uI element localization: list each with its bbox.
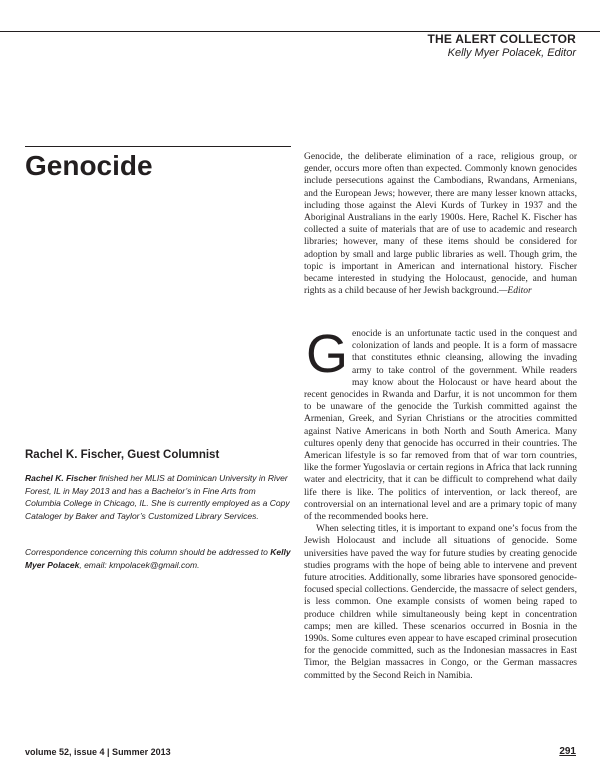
issue-footer: volume 52, issue 4 | Summer 2013 <box>25 747 171 757</box>
correspondence-name: Kelly Myer Polacek <box>25 547 291 570</box>
paragraph-1-text: enocide is an unfortunate tactic used in the conquest and colonization of lands and people. It is a form of massacre that constitutes ethnic cleansing, allowing the invading army to take control of the government. While readers may know about the Holocaust or have heard about the recent genocides in Rwanda and Darfur, it is not uncommon for them to be unaware of the genocide the Turkish committed against the Armenian, Greek, and Syrian Christians or the atrocities committed against Native Americans in both North and South America. Many cultures openly deny that genocide has occurred in their countries. The American lifestyle is so far removed from that of war torn countries, like the former Yugoslavia or certain regions in Africa that lack running water and electricity, that it can be difficult to comprehend what daily life there is like. The politics of intervention, or lack thereof, are controversial on an international level and are a primary topic of many of the recommended books here. <box>304 329 577 523</box>
author-byline: Rachel K. Fischer, Guest Columnist <box>25 449 220 461</box>
correspondence-email: , email: kmpolacek@gmail.com. <box>79 559 200 570</box>
correspondence-text: Correspondence concerning this column should be addressed to <box>25 547 271 557</box>
column-editor: Kelly Myer Polacek, Editor <box>447 47 576 59</box>
article-title: Genocide <box>25 150 153 181</box>
bio-name: Rachel K. Fischer <box>25 473 97 483</box>
body-paragraph-2: When selecting titles, it is important to expand one’s focus from the Jewish Holocaust and include all situations of genocide. Some universities have paved the way for future studies by creating genocide studies programs with the hope of being able to intervene and prevent future atrocities. Additionally, some libraries have sponsored genocide-focused special collections. Gendercide, the massacre of select genders, is less common. One example consists of women being raped to produce children while simultaneously being kept in concentration camps; men are killed. These scenarios occurred in Bosnia in the 1990s. Some cultures even appear to have escaped criminal prosecution for the genocide committed, such as the Indonesian massacres in East Timor, the Belgian massacres in Congo, or the German massacres committed by the Second Reich in Namibia. <box>304 524 577 681</box>
page-number: 291 <box>559 746 576 757</box>
editor-intro <box>304 151 577 297</box>
intro-text: Genocide, the deliberate elimination of a race, religious group, or gender, occurs more often than expected. Commonly known genocides include persecutions against the Cambodians, Rwandans, Armenians, and the European Jews; however, there are many lesser known attacks, including those against the Alevi Kurds of Turkey in 1937 and the Aboriginal Australians in the early 1900s. Here, Rachel K. Fischer has collected a suite of materials that are of use to academic and research libraries; however, many of these items should be considered for adoption by small and large public libraries as well. Though grim, the topic is important in American and international history. Fischer became interested in studying the Holocaust, genocide, and human rights as a child because of her Jewish background. <box>304 152 577 297</box>
intro-signature: —Editor <box>498 286 532 297</box>
column-title: THE ALERT COLLECTOR <box>427 32 576 46</box>
bio-text: finished her MLIS at Dominican University in River Forest, IL in May 2013 and has a Bachelor’s in Fine Arts from Columbia College in Chicago, IL. She is currently employed as a Copy Cataloger by Baker and Taylor’s Customized Library Services. <box>25 473 290 521</box>
author-bio <box>25 472 291 522</box>
correspondence-note <box>25 546 291 571</box>
drop-cap: G <box>306 324 349 384</box>
column-header <box>428 32 576 59</box>
body-paragraph-1 <box>304 324 577 523</box>
article-body <box>304 324 577 682</box>
title-rule <box>25 146 291 147</box>
